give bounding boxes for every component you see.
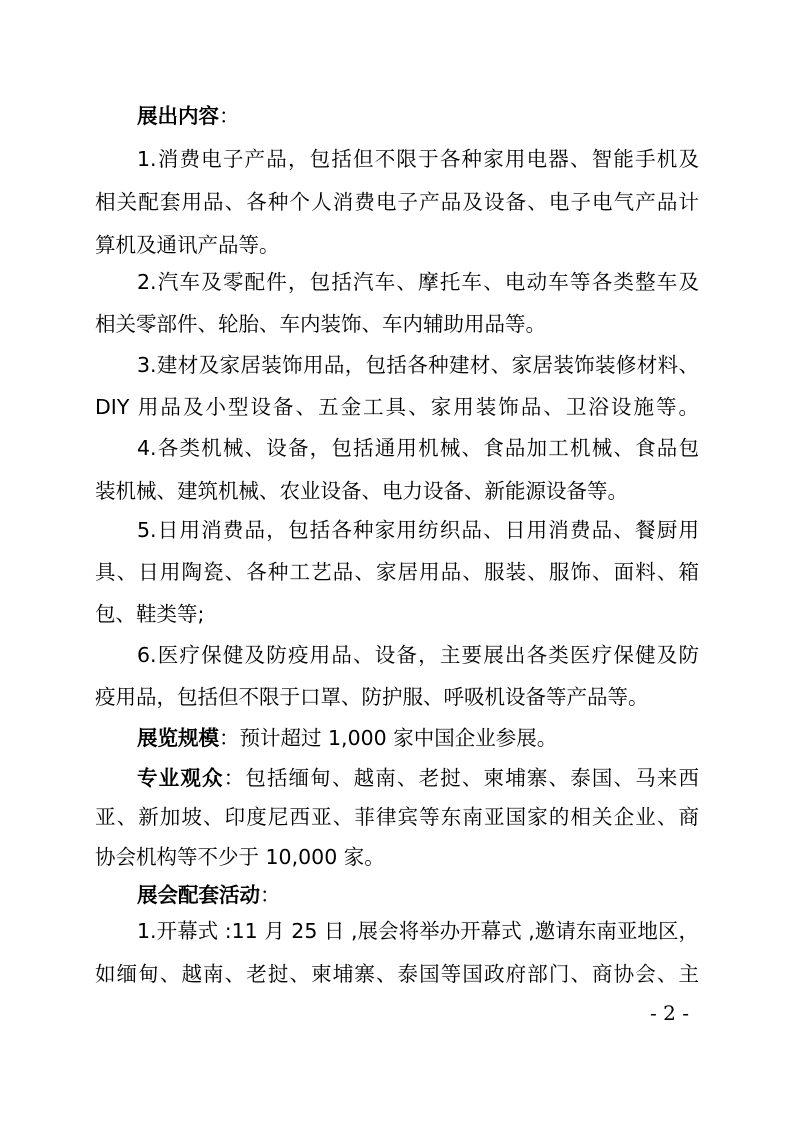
paragraph-line: 4.各类机械、设备，包括通用机械、食品加工机械、食品包 xyxy=(137,436,699,460)
paragraph-line: 协会机构等不少于 10,000 家。 xyxy=(95,845,385,869)
paragraph-line: 3.建材及家居装饰用品，包括各种建材、家居装饰装修材料、 xyxy=(137,353,699,377)
paragraph-line: 1.开幕式 :11 月 25 日 ,展会将举办开幕式 ,邀请东南亚地区， xyxy=(137,919,699,943)
paragraph-line: 相关配套用品、各种个人消费电子产品及设备、电子电气产品计 xyxy=(95,190,699,214)
paragraph-line: 2.汽车及零配件，包括汽车、摩托车、电动车等各类整车及 xyxy=(137,270,699,294)
paragraph-line: 装机械、建筑机械、农业设备、电力设备、新能源设备等。 xyxy=(95,479,628,503)
paragraph-line: 5.日用消费品，包括各种家用纺织品、日用消费品、餐厨用 xyxy=(137,518,699,542)
section-heading-audience: 专业观众：包括缅甸、越南、老挝、柬埔寨、泰国、马来西 xyxy=(137,766,699,790)
paragraph-line: DIY 用品及小型设备、五金工具、家用装饰品、卫浴设施等。 xyxy=(95,395,699,419)
paragraph-line: 6.医疗保健及防疫用品、设备，主要展出各类医疗保健及防 xyxy=(137,643,699,667)
section-heading-activities: 展会配套活动： xyxy=(137,883,281,907)
paragraph-line: 具、日用陶瓷、各种工艺品、家居用品、服装、服饰、面料、箱 xyxy=(95,560,699,584)
paragraph-line: 相关零部件、轮胎、车内装饰、车内辅助用品等。 xyxy=(95,312,546,336)
section-heading-exhibits: 展出内容： xyxy=(137,104,240,128)
page-number: - 2 - xyxy=(650,1001,689,1025)
paragraph-line: 1.消费电子产品，包括但不限于各种家用电器、智能手机及 xyxy=(137,147,699,171)
paragraph-line: 亚、新加坡、印度尼西亚、菲律宾等东南亚国家的相关企业、商 xyxy=(95,805,699,829)
paragraph-line: 包、鞋类等; xyxy=(95,602,205,626)
paragraph-line: 算机及通讯产品等。 xyxy=(95,233,280,257)
paragraph-line: 如缅甸、越南、老挝、柬埔寨、泰国等国政府部门、商协会、主 xyxy=(95,962,699,986)
section-heading-scale: 展览规模：预计超过 1,000 家中国企业参展。 xyxy=(137,726,558,750)
paragraph-line: 疫用品，包括但不限于口罩、防护服、呼吸机设备等产品等。 xyxy=(95,685,649,709)
